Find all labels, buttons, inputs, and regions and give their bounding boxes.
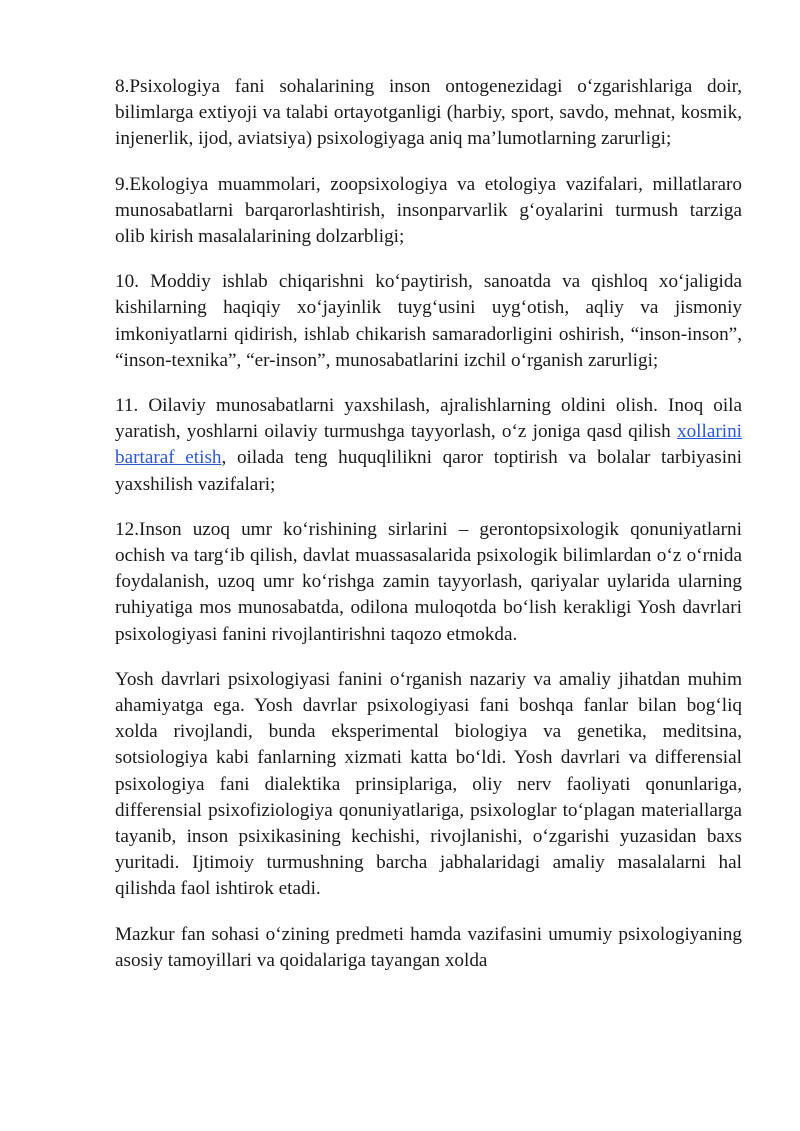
paragraph-10: 10. Moddiy ishlab chiqarishni ko‘paytirish, sanoatda va qishloq xo‘jaligida kishilarning haqiqiy xo‘jayinlik tuyg‘usini uyg‘otish, aqliy va jismoniy imkoniyatlarni qidirish, ishlab chikarish samaradorligini oshirish, “inson-inson”, “inson-texnika”, “er-inson”, munosabatlarini izchil o‘rganish zarurligi; [115, 271, 742, 371]
paragraph-11 [115, 393, 742, 498]
document-page [115, 74, 742, 993]
paragraph-13: Yosh davrlari psixologiyasi fanini o‘rganish nazariy va amaliy jihatdan muhim ahamiyatga ega. Yosh davrlar psixologiyasi fani boshqa fanlar bilan bog‘liq xolda rivojlandi, bunda eksperimental biologiya va genetika, meditsina, sotsiologiya kabi fanlarning xizmati katta bo‘ldi. Yosh davrlari va differensial psixologiya fani dialektika prinsiplariga, oliy nerv faoliyati qonunlariga, differensial psixofiziologiya qonuniyatlariga, psixologlar to‘plagan materiallarga tayanib, inson psixikasining kechishi, rivojlanishi, o‘zgarishi yuzasidan baxs yuritadi. Ijtimoiy turmushning barcha jabhalaridagi amaliy masalalarni hal qilishda faol ishtirok etadi. [115, 668, 742, 900]
paragraph-14: Mazkur fan sohasi o‘zining predmeti hamda vazifasini umumiy psixologiyaning asosiy tamoyillari va qoidalariga tayangan xolda [115, 923, 742, 971]
inline-link[interactable]: xollarini bartaraf etish [115, 421, 742, 469]
paragraph-9: 9.Ekologiya muammolari, zoopsixologiya va etologiya vazifalari, millatlararo munosabatlarni barqarorlashtirish, insonparvarlik g‘oyalarini turmush tarziga olib kirish masalalarining dolzarbligi; [115, 173, 742, 248]
paragraph-11-text-after: , oilada teng huquqlilikni qaror toptirish va bolalar tarbiyasini yaxshilish vazifalari; [115, 447, 742, 495]
paragraph-12: 12.Inson uzoq umr ko‘rishining sirlarini – gerontopsixologik qonuniyatlarni ochish va targ‘ib qilish, davlat muassasalarida psixologik bilimlardan o‘z o‘rnida foydalanish, uzoq umr ko‘rishga zamin tayyorlash, qariyalar uylarida ularning ruhiyatiga mos munosabatda, odilona muloqotda bo‘lish kerakligi Yosh davrlari psixologiyasi fanini rivojlantirishni taqozo etmokda. [115, 518, 742, 645]
paragraph-8: 8.Psixologiya fani sohalarining inson ontogenezidagi o‘zgarishlariga doir, bilimlarga extiyoji va talabi ortayotganligi (harbiy, sport, savdo, mehnat, kosmik, injenerlik, ijod, aviatsiya) psixologiyaga aniq ma’lumotlarning zarurligi; [115, 76, 742, 150]
paragraph-11-text-before: 11. Oilaviy munosabatlarni yaxshilash, ajralishlarning oldini olish. Inoq oila yaratish, yoshlarni oilaviy turmushga tayyorlash, o‘z joniga qasd qilish [115, 395, 742, 443]
